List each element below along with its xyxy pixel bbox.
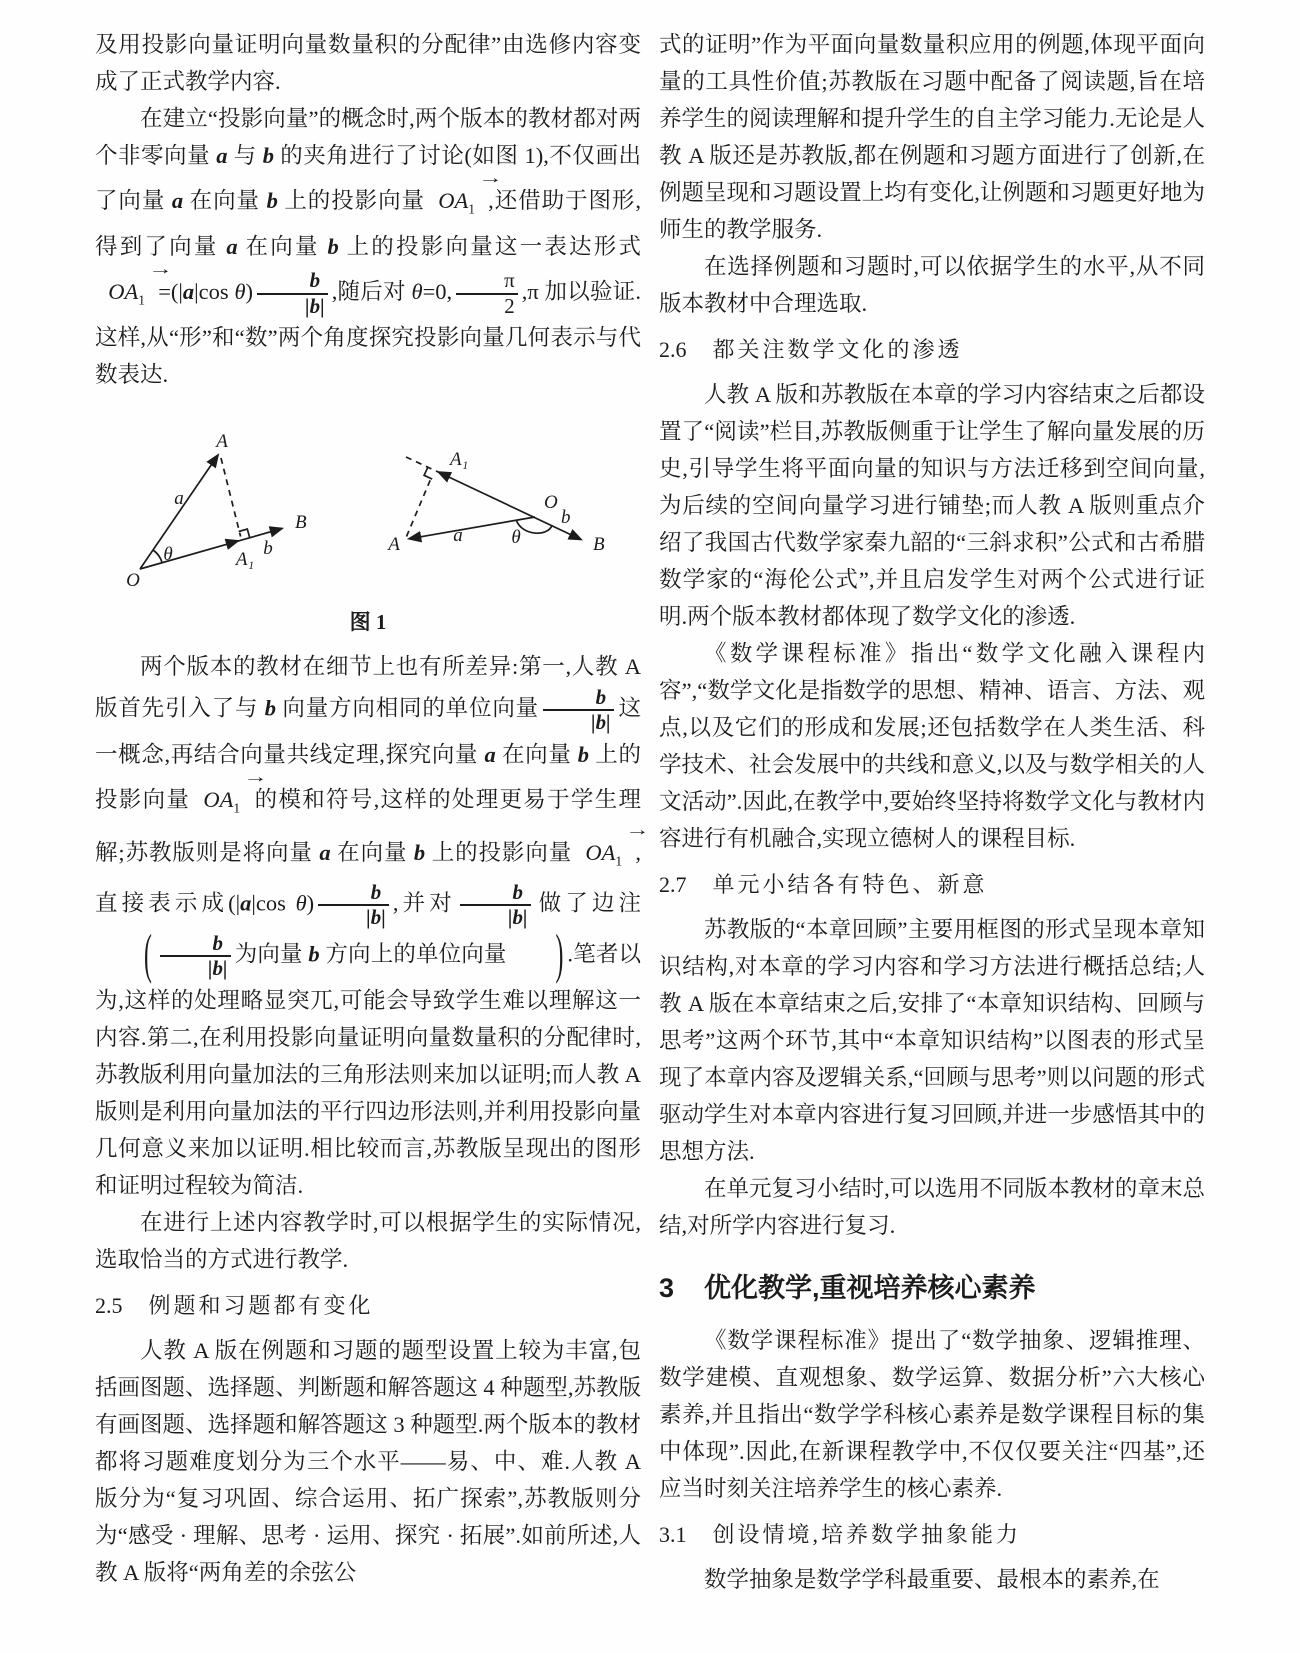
label-theta-right: θ bbox=[511, 526, 521, 548]
paragraph: 及用投影向量证明向量数量积的分配律”由选修内容变成了正式教学内容. bbox=[95, 32, 641, 94]
vector-notation: → $OA_1$ bbox=[191, 773, 252, 827]
section-heading bbox=[95, 1289, 641, 1323]
label-b: b bbox=[263, 537, 273, 559]
left-column-bottom-text bbox=[95, 648, 650, 1591]
math-var: θ bbox=[295, 890, 307, 916]
label-b-right: b bbox=[561, 506, 571, 528]
fraction: $\frac{\pi}{2}$ bbox=[456, 269, 518, 318]
vector-arrow-icon: → bbox=[625, 821, 650, 840]
heading-number: 2.5 bbox=[95, 1292, 123, 1318]
math-var: a bbox=[226, 233, 238, 259]
figure-1 bbox=[95, 407, 641, 636]
math-var: θ bbox=[411, 278, 423, 304]
heading-title: 单元小结各有特色、新意 bbox=[712, 872, 988, 897]
math-var: a bbox=[171, 188, 184, 214]
fraction: $\frac{b}{|b|}$ bbox=[460, 881, 531, 930]
heading-title: 创设情境,培养数学抽象能力 bbox=[712, 1522, 1022, 1547]
left-diagram bbox=[140, 455, 282, 569]
fraction: $\frac{b}{|b|}$ bbox=[160, 932, 231, 981]
section-heading bbox=[659, 1518, 1205, 1552]
heading-title: 优化教学,重视培养核心素养 bbox=[704, 1273, 1036, 1303]
label-theta: θ bbox=[163, 543, 173, 565]
fraction: $\frac{b}{|b|}$ bbox=[543, 686, 614, 735]
math-var: b bbox=[577, 741, 590, 767]
math-var: b bbox=[413, 840, 426, 866]
section-heading bbox=[659, 868, 1205, 902]
label-O: O bbox=[126, 569, 140, 591]
label-A1: A₁ bbox=[235, 548, 255, 570]
big-paren: ) bbox=[555, 924, 564, 986]
vector-notation: → $OA_1$ bbox=[573, 826, 634, 880]
heading-title: 例题和习题都有变化 bbox=[148, 1292, 374, 1318]
label-B-right: B bbox=[593, 533, 605, 555]
math-var: a bbox=[319, 840, 331, 866]
paragraph: 在进行上述内容教学时,可以根据学生的实际情况,选取恰当的方式进行教学. bbox=[95, 1209, 641, 1272]
left-column-top-text bbox=[95, 26, 641, 393]
paragraph: 两个版本的教材在细节上也有所差异:第一,人教 A 版首先引入了与 b 向量方向相同的单位向量 $\frac{b}{|b|}$ 这一概念,再结合向量共线定理,探究向量 a 在向量 b 上的投影向量 → $OA_1$ 的模和符号,这样的处理更易于学生理解;苏教版则是将向量 a 在向量 b 上的投影向量 → $OA_1$ ,直接表示成(|a|cos θ) $\frac{b}{|b|}$ ,并对 $\frac{b}{|b|}$ 做了边注( $\frac{b}{|b|}$ 为向量 b 方向上的单位向量 ) .笔者以为,这样的处理略显突兀,可能会导致学生难以理解这一内容.第二,在利用投影向量证明向量数量积的分配律时,苏教版利用向量加法的三角形法则来加以证明;而人教 A 版则是利用向量加法的平行四边形法则,并利用投影向量几何意义来加以证明.相比较而言,苏教版呈现出的图形和证明过程较为简洁. bbox=[95, 653, 650, 1198]
section-heading bbox=[659, 1270, 1205, 1306]
vector-arrow-icon: → bbox=[478, 169, 503, 187]
paragraph: 数学抽象是数学学科最重要、最根本的素养,在 bbox=[704, 1567, 1160, 1592]
math-var: b bbox=[262, 143, 275, 168]
heading-number: 2.6 bbox=[659, 337, 687, 362]
fraction: $\frac{b}{|b|}$ bbox=[257, 269, 328, 318]
right-column-text bbox=[659, 26, 1205, 1598]
heading-number: 3.1 bbox=[659, 1522, 687, 1547]
label-a: a bbox=[174, 487, 184, 509]
math-var: a bbox=[240, 890, 252, 916]
figure-caption: 图 1 bbox=[349, 609, 387, 634]
math-var: a bbox=[484, 741, 496, 767]
diagram-labels bbox=[126, 431, 605, 591]
heading-number: 3 bbox=[659, 1273, 675, 1303]
label-A: A bbox=[216, 430, 228, 452]
math-var: θ bbox=[234, 278, 246, 304]
math-var: b bbox=[266, 188, 278, 214]
right-column bbox=[659, 26, 1205, 1598]
vector-notation: → $OA_1$ bbox=[426, 174, 487, 228]
paragraph: 在建立“投影向量”的概念时,两个版本的教材都对两个非零向量 a 与 b 的夹角进行了讨论(如图 1),不仅画出了向量 a 在向量 b 上的投影向量 → $OA_1$ ,还借助于图形,得到了向量 a 在向量 b 上的投影向量这一表达形式 → $OA_1 =(|a|\cos$ θ) $\frac{b}{|b|}$ ,随后对 θ=0, $\frac{\pi}{2}$ ,π 加以验证.这样,从“形”和“数”两个角度探究投影向量几何表示与代数表达. bbox=[95, 100, 641, 393]
math-var: a bbox=[182, 278, 195, 304]
math-var: b bbox=[327, 233, 339, 259]
paragraph: 人教 A 版在例题和习题的题型设置上较为丰富,包括画图题、选择题、判断题和解答题这 4 种题型,苏教版有画图题、选择题和解答题这 3 种题型.两个版本的教材都将习题难度划分为三个水平——易、中、难.人教 A 版分为“复习巩固、综合运用、拓广探索”,苏教版则分为“感受 · 理解、思考 · 运用、探究 · 拓展”.如前所述,人教 A 版将“两角差的余弦公 bbox=[95, 1337, 641, 1585]
vector-projection-diagrams bbox=[95, 407, 641, 597]
label-B: B bbox=[295, 511, 307, 533]
big-paren: ( bbox=[144, 924, 152, 986]
paragraph: 人教 A 版和苏教版在本章的学习内容结束之后都设置了“阅读”栏目,苏教版侧重于让学生了解向量发展的历史,引导学生将平面向量的知识与方法迁移到空间向量,为后续的空间向量学习进行铺垫;而人教 A 版则重点介绍了我国古代数学家秦九韶的“三斜求积”公式和古希腊数学家的“海伦公式”,并且启发学生对两个公式进行证明.两个版本教材都体现了数学文化的渗透. bbox=[659, 382, 1205, 629]
paragraph: 式的证明”作为平面向量数量积应用的例题,体现平面向量的工具性价值;苏教版在习题中配备了阅读题,旨在培养学生的阅读理解和提升学生的自主学习能力.无论是人教 A 版还是苏教版,都在例题和习题方面进行了创新,在例题呈现和习题设置上均有变化,让例题和习题更好地为师生的教学服务. bbox=[659, 32, 1205, 242]
paragraph: 《数学课程标准》指出“数学文化融入课程内容”,“数学文化是指数学的思想、精神、语言、方法、观点,以及它们的形成和发展;还包括数学在人类生活、科学技术、社会发展中的共线和意义,以及与数学相关的人文活动”.因此,在教学中,要始终坚持将数学文化与教材内容进行有机融合,实现立德树人的课程目标. bbox=[659, 641, 1205, 851]
heading-number: 2.7 bbox=[659, 872, 687, 897]
paragraph: 在选择例题和习题时,可以依据学生的水平,从不同版本教材中合理选取. bbox=[659, 254, 1205, 316]
label-A-right: A bbox=[388, 533, 400, 555]
label-a-right: a bbox=[453, 524, 463, 546]
label-O-right: O bbox=[544, 491, 558, 513]
vector-arrow-icon: → bbox=[243, 767, 268, 786]
vector-arrow-icon: → bbox=[148, 259, 173, 278]
fraction: $\frac{b}{|b|}$ bbox=[318, 881, 389, 930]
section-heading bbox=[659, 333, 1205, 367]
label-A1-right: A₁ bbox=[450, 448, 469, 470]
math-var: b bbox=[308, 941, 320, 967]
paragraph: 在单元复习小结时,可以选用不同版本教材的章末总结,对所学内容进行复习. bbox=[659, 1176, 1205, 1238]
left-column bbox=[95, 26, 650, 1598]
paragraph: 苏教版的“本章回顾”主要用框图的形式呈现本章知识结构,对本章的学习内容和学习方法进行概括总结;人教 A 版在本章结束之后,安排了“本章知识结构、回顾与思考”这两个环节,其中“本章知识结构”以图表的形式呈现了本章内容及逻辑关系,“回顾与思考”则以问题的形式驱动学生对本章内容进行复习回顾,并进一步感悟其中的思想方法. bbox=[659, 917, 1205, 1164]
paragraph: 《数学课程标准》提出了“数学抽象、逻辑推理、数学建模、直观想象、数学运算、数据分析”六大核心素养,并且指出“数学学科核心素养是数学课程目标的集中体现”.因此,在新课程教学中,不仅仅要关注“四基”,还应当时刻关注培养学生的核心素养. bbox=[659, 1328, 1205, 1501]
math-var: a bbox=[216, 143, 228, 168]
heading-title: 都关注数学文化的渗透 bbox=[712, 337, 963, 362]
math-var: b bbox=[264, 695, 276, 721]
vector-notation: → $OA_1$ bbox=[96, 265, 157, 319]
